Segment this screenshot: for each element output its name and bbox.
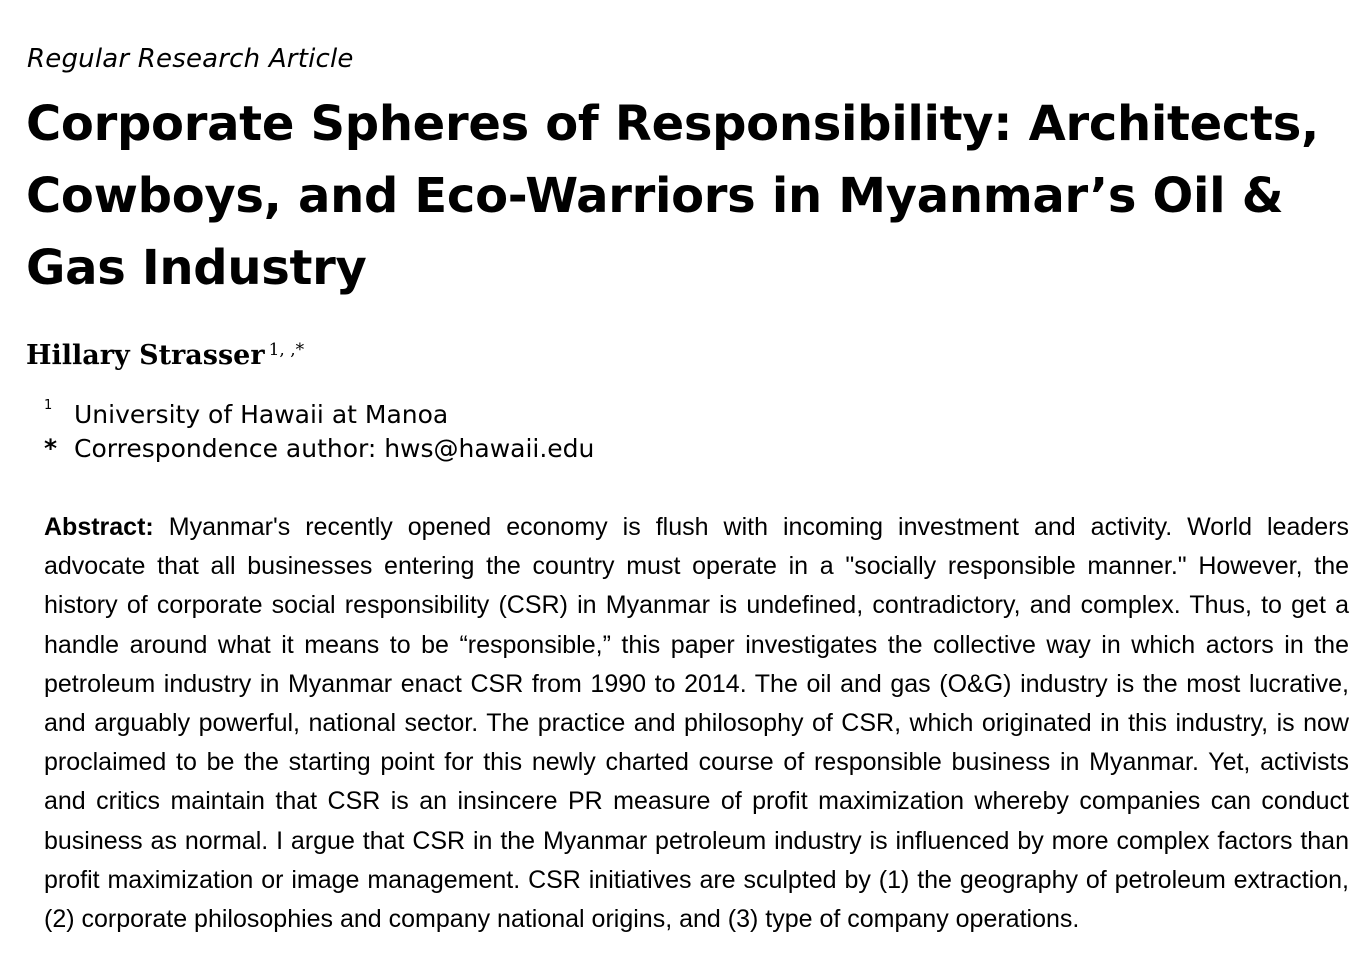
affiliation-marker: 1 xyxy=(44,398,53,413)
article-type-label: Regular Research Article xyxy=(27,44,354,74)
abstract-body: Myanmar's recently opened economy is flush with incoming investment and activity. World leaders advocate that all businesses entering the country must operate in a "socially responsible manner." However, the history of corporate social responsibility (CSR) in Myanmar is undefined, contradictory, and complex. Thus, to get a handle around what it means to be “responsible,” this paper investigates the collective way in which actors in the petroleum industry in Myanmar enact CSR from 1990 to 2014. The oil and gas (O&G) industry is the most lucrative, and arguably powerful, national sector. The practice and philosophy of CSR, which originated in this industry, is now proclaimed to be the starting point for this newly charted course of responsible business in Myanmar. Yet, activists and critics maintain that CSR is an insincere PR measure of profit maximization whereby companies can conduct business as normal. I argue that CSR in the Myanmar petroleum industry is influenced by more complex factors than profit maximization or image management. CSR initiatives are sculpted by (1) the geography of petroleum extraction, (2) corporate philosophies and company national origins, and (3) type of company operations. xyxy=(44,513,1349,934)
abstract-paragraph xyxy=(44,508,1349,939)
affiliation-text: University of Hawaii at Manoa xyxy=(74,400,449,429)
author-line xyxy=(26,340,304,371)
abstract-label: Abstract: xyxy=(44,513,154,541)
affiliation-correspondence xyxy=(44,434,594,463)
correspondence-marker: * xyxy=(44,434,58,463)
affiliation-university xyxy=(44,398,448,429)
author-affiliation-markers: 1, ,* xyxy=(268,340,305,360)
author-name: Hillary Strasser xyxy=(26,340,265,371)
article-title: Corporate Spheres of Responsibility: Architects, Cowboys, and Eco-Warriors in Myanmar’s Oil & Gas Industry xyxy=(26,96,1319,296)
correspondence-text: Correspondence author: hws@hawaii.edu xyxy=(74,434,595,463)
